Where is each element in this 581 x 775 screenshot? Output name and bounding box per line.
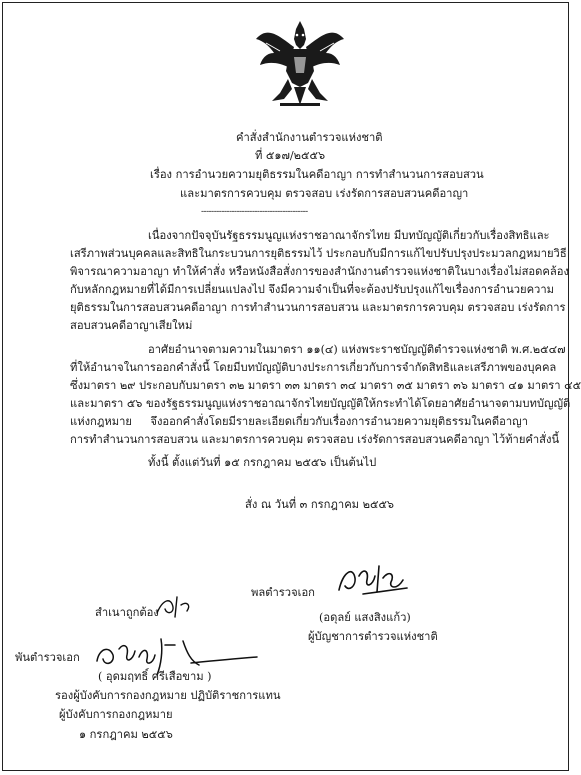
- body-line: อาศัยอำนาจตามความในมาตรา ๑๑(๔) แห่งพระราชบัญญัติตำรวจแห่งชาติ พ.ศ.๒๕๔๗: [148, 343, 566, 356]
- body-line: และมาตรา ๕๖ ของรัฐธรรมนูญแห่งราชอาณาจักรไทยบัญญัติให้กระทำได้โดยอาศัยอำนาจตามบทบัญญัติ: [70, 397, 571, 410]
- body-line: เนื่องจากปัจจุบันรัฐธรรมนูญแห่งราชอาณาจักรไทย มีบทบัญญัติเกี่ยวกับเรื่องสิทธิและ: [148, 229, 550, 242]
- certifier-rank: พันตำรวจเอก: [15, 651, 80, 664]
- certified-date: ๑ กรกฎาคม ๒๕๕๖: [79, 728, 173, 741]
- body-line: ซึ่งมาตรา ๒๙ ประกอบกับมาตรา ๓๒ มาตรา ๓๓ มาตรา ๓๔ มาตรา ๓๕ มาตรา ๓๖ มาตรา ๔๑ มาตรา ๔๕: [70, 379, 581, 392]
- document-page: [2, 2, 581, 771]
- certifier-position-line1: รองผู้บังคับการกองกฎหมาย ปฏิบัติราชการแทน: [55, 689, 281, 702]
- commissioner-rank: พลตำรวจเอก: [251, 586, 315, 599]
- body-line: แห่งกฎหมาย จึงออกคำสั่งโดยมีรายละเอียดเกี่ยวกับเรื่องการอำนวยความยุติธรรมในคดีอาญา: [70, 415, 528, 428]
- commissioner-signature: [333, 558, 413, 600]
- certified-initial-mark: [153, 593, 193, 619]
- order-issuer: คำสั่งสำนักงานตำรวจแห่งชาติ: [236, 131, 383, 144]
- body-line: เสรีภาพส่วนบุคคลและสิทธิในกระบวนการยุติธรรมไว้ ประกอบกับมีการแก้ไขปรับปรุงประมวลกฎหมายวิธี: [70, 247, 567, 260]
- garuda-emblem: [250, 17, 350, 109]
- body-line: ที่ให้อำนาจในการออกคำสั่งนี้ โดยมีบทบัญญัติบางประการเกี่ยวกับการจำกัดสิทธิและเสรีภาพของบุคคล: [70, 361, 557, 374]
- certifier-position-line2: ผู้บังคับการกองกฎหมาย: [59, 708, 173, 721]
- body-line: สอบสวนคดีอาญาเสียใหม่: [70, 319, 193, 332]
- order-subject-line2: และมาตรการควบคุม ตรวจสอบ เร่งรัดการสอบสวนคดีอาญา: [180, 187, 469, 200]
- body-line: การทำสำนวนการสอบสวน และมาตรการควบคุม ตรวจสอบ เร่งรัดการสอบสวนคดีอาญา ไว้ท้ายคำสั่งนี้: [70, 433, 560, 446]
- ordered-date: สั่ง ณ วันที่ ๓ กรกฎาคม ๒๕๕๖: [245, 498, 395, 511]
- body-line: พิจารณาความอาญา ทำให้คำสั่ง หรือหนังสือสั่งการของสำนักงานตำรวจแห่งชาติในบางเรื่องไม่สอดคล้อง: [70, 265, 569, 278]
- order-number: ที่ ๕๑๗/๒๕๕๖: [255, 149, 326, 162]
- commissioner-position: ผู้บัญชาการตำรวจแห่งชาติ: [308, 630, 438, 643]
- body-line: กับหลักกฎหมายที่ได้มีการเปลี่ยนแปลงไป จึงมีความจำเป็นที่จะต้องปรับปรุงแก้ไขเรื่องการอำนวยความ: [70, 283, 554, 296]
- order-subject-line1: เรื่อง การอำนวยความยุติธรรมในคดีอาญา การทำสำนวนการสอบสวน: [150, 168, 484, 181]
- commissioner-name: (อดุลย์ แสงสิงแก้ว): [319, 611, 411, 624]
- certified-label: สำเนาถูกต้อง: [95, 606, 159, 619]
- body-line: ยุติธรรมในการสอบสวนคดีอาญา การทำสำนวนการสอบสวน และมาตรการควบคุม ตรวจสอบ เร่งรัดการ: [70, 301, 566, 314]
- effective-date: ทั้งนี้ ตั้งแต่วันที่ ๑๕ กรกฎาคม ๒๕๕๖ เป็นต้นไป: [148, 456, 377, 469]
- certifier-name: ( อุดมฤทธิ์ ศรีเสือขาม ): [98, 670, 212, 683]
- separator: ------------------------------------------: [201, 207, 308, 217]
